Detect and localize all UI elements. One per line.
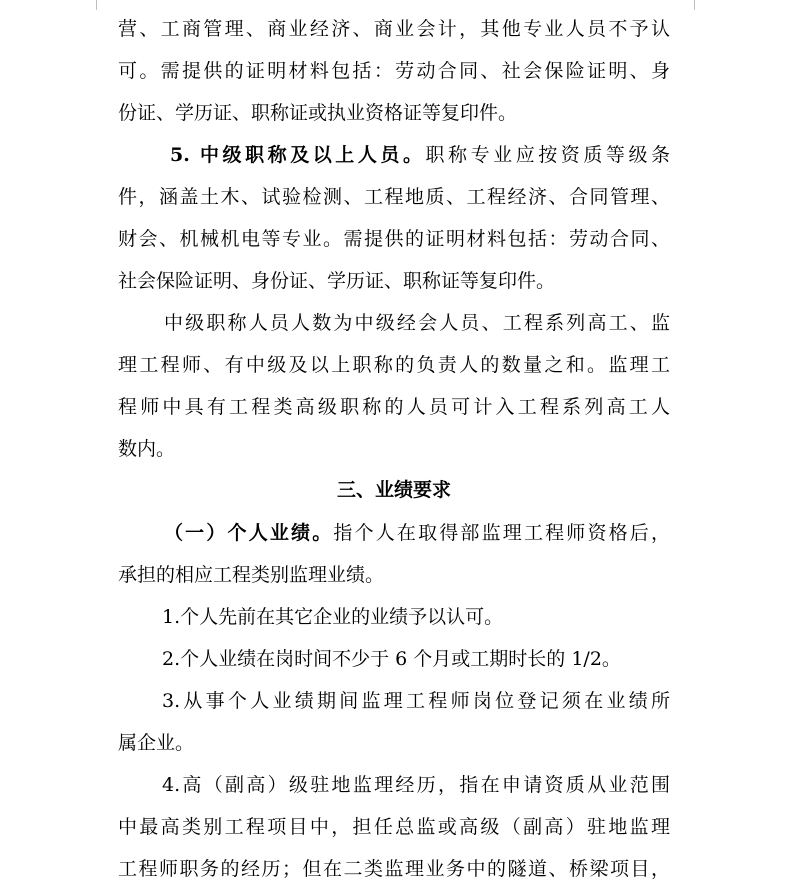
paragraph-line: 承担的相应工程类别监理业绩。	[118, 564, 385, 586]
paragraph-line: 2.个人业绩在岗时间不少于 6 个月或工期时长的 1/2。	[162, 648, 621, 670]
item-heading: （一）个人业绩。	[164, 522, 334, 544]
crop-mark-right	[694, 0, 695, 10]
paragraph-line: 中级职称人员人数为中级经会人员、工程系列高工、监	[164, 312, 670, 334]
paragraph-line: 可。需提供的证明材料包括：劳动合同、社会保险证明、身	[118, 60, 670, 82]
paragraph-line: 理工程师、有中级及以上职称的负责人的数量之和。监理工	[118, 354, 670, 376]
section-heading: 三、业绩要求	[336, 479, 451, 501]
paragraph-line: 财会、机械机电等专业。需提供的证明材料包括：劳动合同、	[118, 228, 670, 250]
paragraph-line: 社会保险证明、身份证、学历证、职称证等复印件。	[118, 270, 556, 292]
paragraph-line	[164, 513, 670, 553]
item-heading: 5. 中级职称及以上人员。	[170, 144, 426, 166]
item-text: 指个人在取得部监理工程师资格后，	[333, 522, 670, 544]
paragraph-line: 份证、学历证、职称证或执业资格证等复印件。	[118, 102, 518, 124]
paragraph-line: 营、工商管理、商业经济、商业会计，其他专业人员不予认	[118, 18, 670, 40]
paragraph-line: 件，涵盖土木、试验检测、工程地质、工程经济、合同管理、	[118, 186, 670, 208]
paragraph-line: 中最高类别工程项目中，担任总监或高级（副高）驻地监理	[118, 816, 670, 838]
paragraph-line: 3.从事个人业绩期间监理工程师岗位登记须在业绩所	[162, 690, 670, 712]
crop-mark-left	[96, 0, 97, 10]
paragraph-line: 工程师职务的经历；但在二类监理业务中的隧道、桥梁项目，	[118, 858, 670, 880]
paragraph-line: 4.高（副高）级驻地监理经历，指在申请资质从业范围	[162, 774, 670, 796]
paragraph-line	[170, 135, 670, 175]
paragraph-line: 程师中具有工程类高级职称的人员可计入工程系列高工人	[118, 396, 670, 418]
item-text: 职称专业应按资质等级条	[425, 144, 670, 166]
paragraph-line: 1.个人先前在其它企业的业绩予以认可。	[162, 606, 504, 628]
paragraph-line: 属企业。	[118, 732, 195, 754]
paragraph-line: 数内。	[118, 438, 176, 460]
